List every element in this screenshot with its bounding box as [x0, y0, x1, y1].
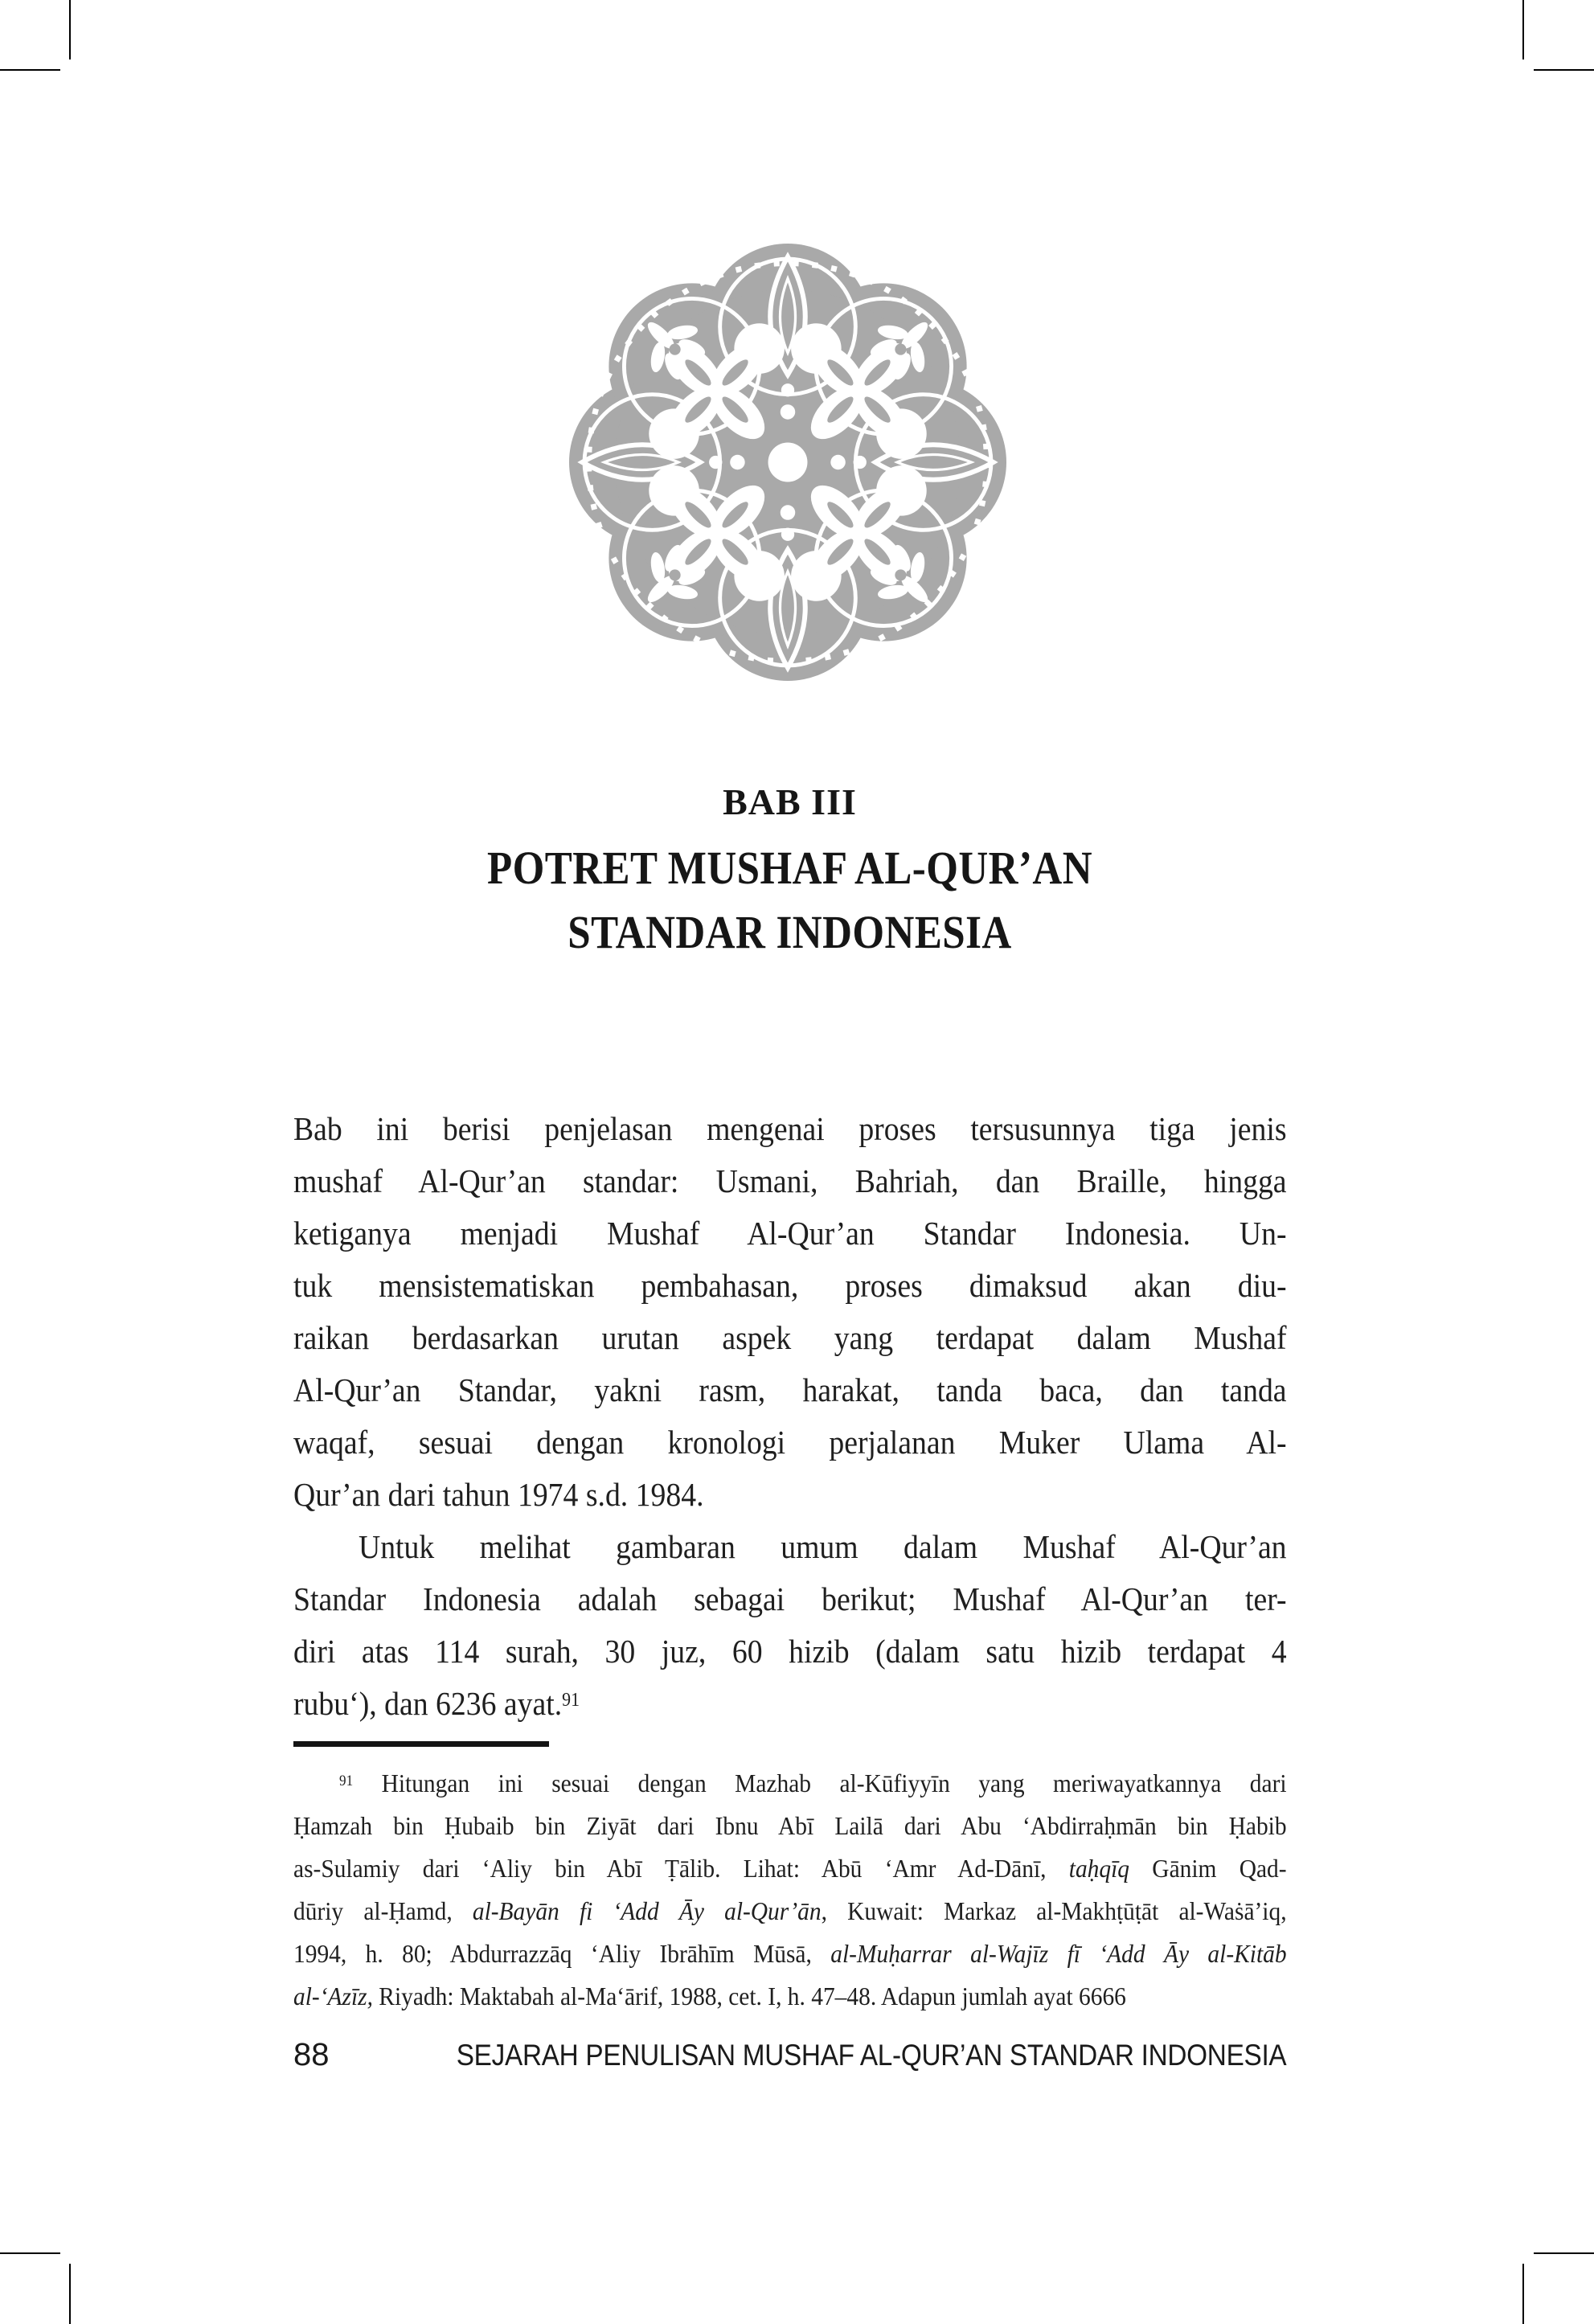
text-line: rubu‘), dan 6236 ayat.$^{91}$ — [293, 1685, 580, 1722]
text-line: Bab ini berisi penjelasan mengenai proses tersusunnya tiga jenis — [293, 1110, 1287, 1147]
crop-mark — [1522, 2264, 1524, 2324]
text-line: al-‘Azīz, Riyadh: Maktabah al-Ma‘ārif, 1988, cet. I, h. 47–48. Adapun jumlah ayat 6666 — [293, 1982, 1126, 2010]
crop-mark — [0, 69, 60, 71]
page-footer — [293, 2037, 1286, 2073]
text-line: Al-Qur’an Standar, yakni rasm, harakat, tanda baca, dan tanda — [293, 1371, 1287, 1408]
crop-mark — [1534, 69, 1594, 71]
text-line: ketiganya menjadi Mushaf Al-Qur’an Standar Indonesia. Un- — [293, 1215, 1287, 1252]
text-line: Untuk melihat gambaran umum dalam Mushaf Al-Qur’an — [358, 1528, 1287, 1565]
page-number: 88 — [293, 2037, 330, 2072]
chapter-heading — [293, 780, 1286, 965]
crop-mark — [1522, 0, 1524, 59]
footnote-text — [293, 1762, 1287, 2018]
footnote-separator-rule — [293, 1741, 549, 1747]
crop-mark — [69, 0, 71, 59]
text-line: dūriy al-Ḥamd, al-Bayān fi ‘Add Āy al-Qur’ān, Kuwait: Markaz al-Makhṭūṭāt al-Waṡā’iq, — [293, 1896, 1287, 1925]
chapter-label: BAB III — [723, 781, 857, 822]
text-line: waqaf, sesuai dengan kronologi perjalanan Muker Ulama Al- — [293, 1424, 1287, 1461]
text-line: diri atas 114 surah, 30 juz, 60 hizib (dalam satu hizib terdapat 4 — [293, 1633, 1287, 1670]
text-line: mushaf Al-Qur’an standar: Usmani, Bahriah, dan Braille, hingga — [293, 1162, 1287, 1199]
crop-mark — [69, 2264, 71, 2324]
floral-medallion-ornament — [569, 241, 1006, 683]
body-text — [293, 1103, 1287, 1730]
text-line: raikan berdasarkan urutan aspek yang terdapat dalam Mushaf — [293, 1319, 1287, 1356]
text-line: 1994, h. 80; Abdurrazzāq ‘Aliy Ibrāhīm Mūsā, al-Muḥarrar al-Wajīz fī ‘Add Āy al-Kitāb — [293, 1939, 1287, 1968]
paragraph-2 — [293, 1521, 1287, 1730]
running-title: SEJARAH PENULISAN MUSHAF AL-QUR’AN STANDAR INDONESIA — [456, 2039, 1286, 2072]
crop-mark — [0, 2252, 60, 2254]
text-line: Ḥamzah bin Ḥubaib bin Ziyāt dari Ibnu Abī Lailā dari Abu ‘Abdirraḥmān bin Ḥabib — [293, 1811, 1287, 1840]
chapter-title-line2: STANDAR INDONESIA — [568, 906, 1012, 958]
text-line: as-Sulamiy dari ‘Aliy bin Abī Ṭālib. Lihat: Abū ‘Amr Ad-Dānī, taḥqīq Gānim Qad- — [293, 1854, 1287, 1883]
paragraph-1 — [293, 1103, 1287, 1521]
text-line: Standar Indonesia adalah sebagai berikut; Mushaf Al-Qur’an ter- — [293, 1580, 1287, 1617]
crop-mark — [1534, 2252, 1594, 2254]
text-line: tuk mensistematiskan pembahasan, proses dimaksud akan diu- — [293, 1267, 1287, 1304]
chapter-title-line1: POTRET MUSHAF AL-QUR’AN — [486, 842, 1093, 894]
text-line: Qur’an dari tahun 1974 s.d. 1984. — [293, 1476, 704, 1513]
chapter-title — [353, 836, 1227, 965]
text-line: $^{91}$ Hitungan ini sesuai dengan Mazhab al-Kūfiyyīn yang meriwayatkannya dari — [339, 1769, 1287, 1797]
